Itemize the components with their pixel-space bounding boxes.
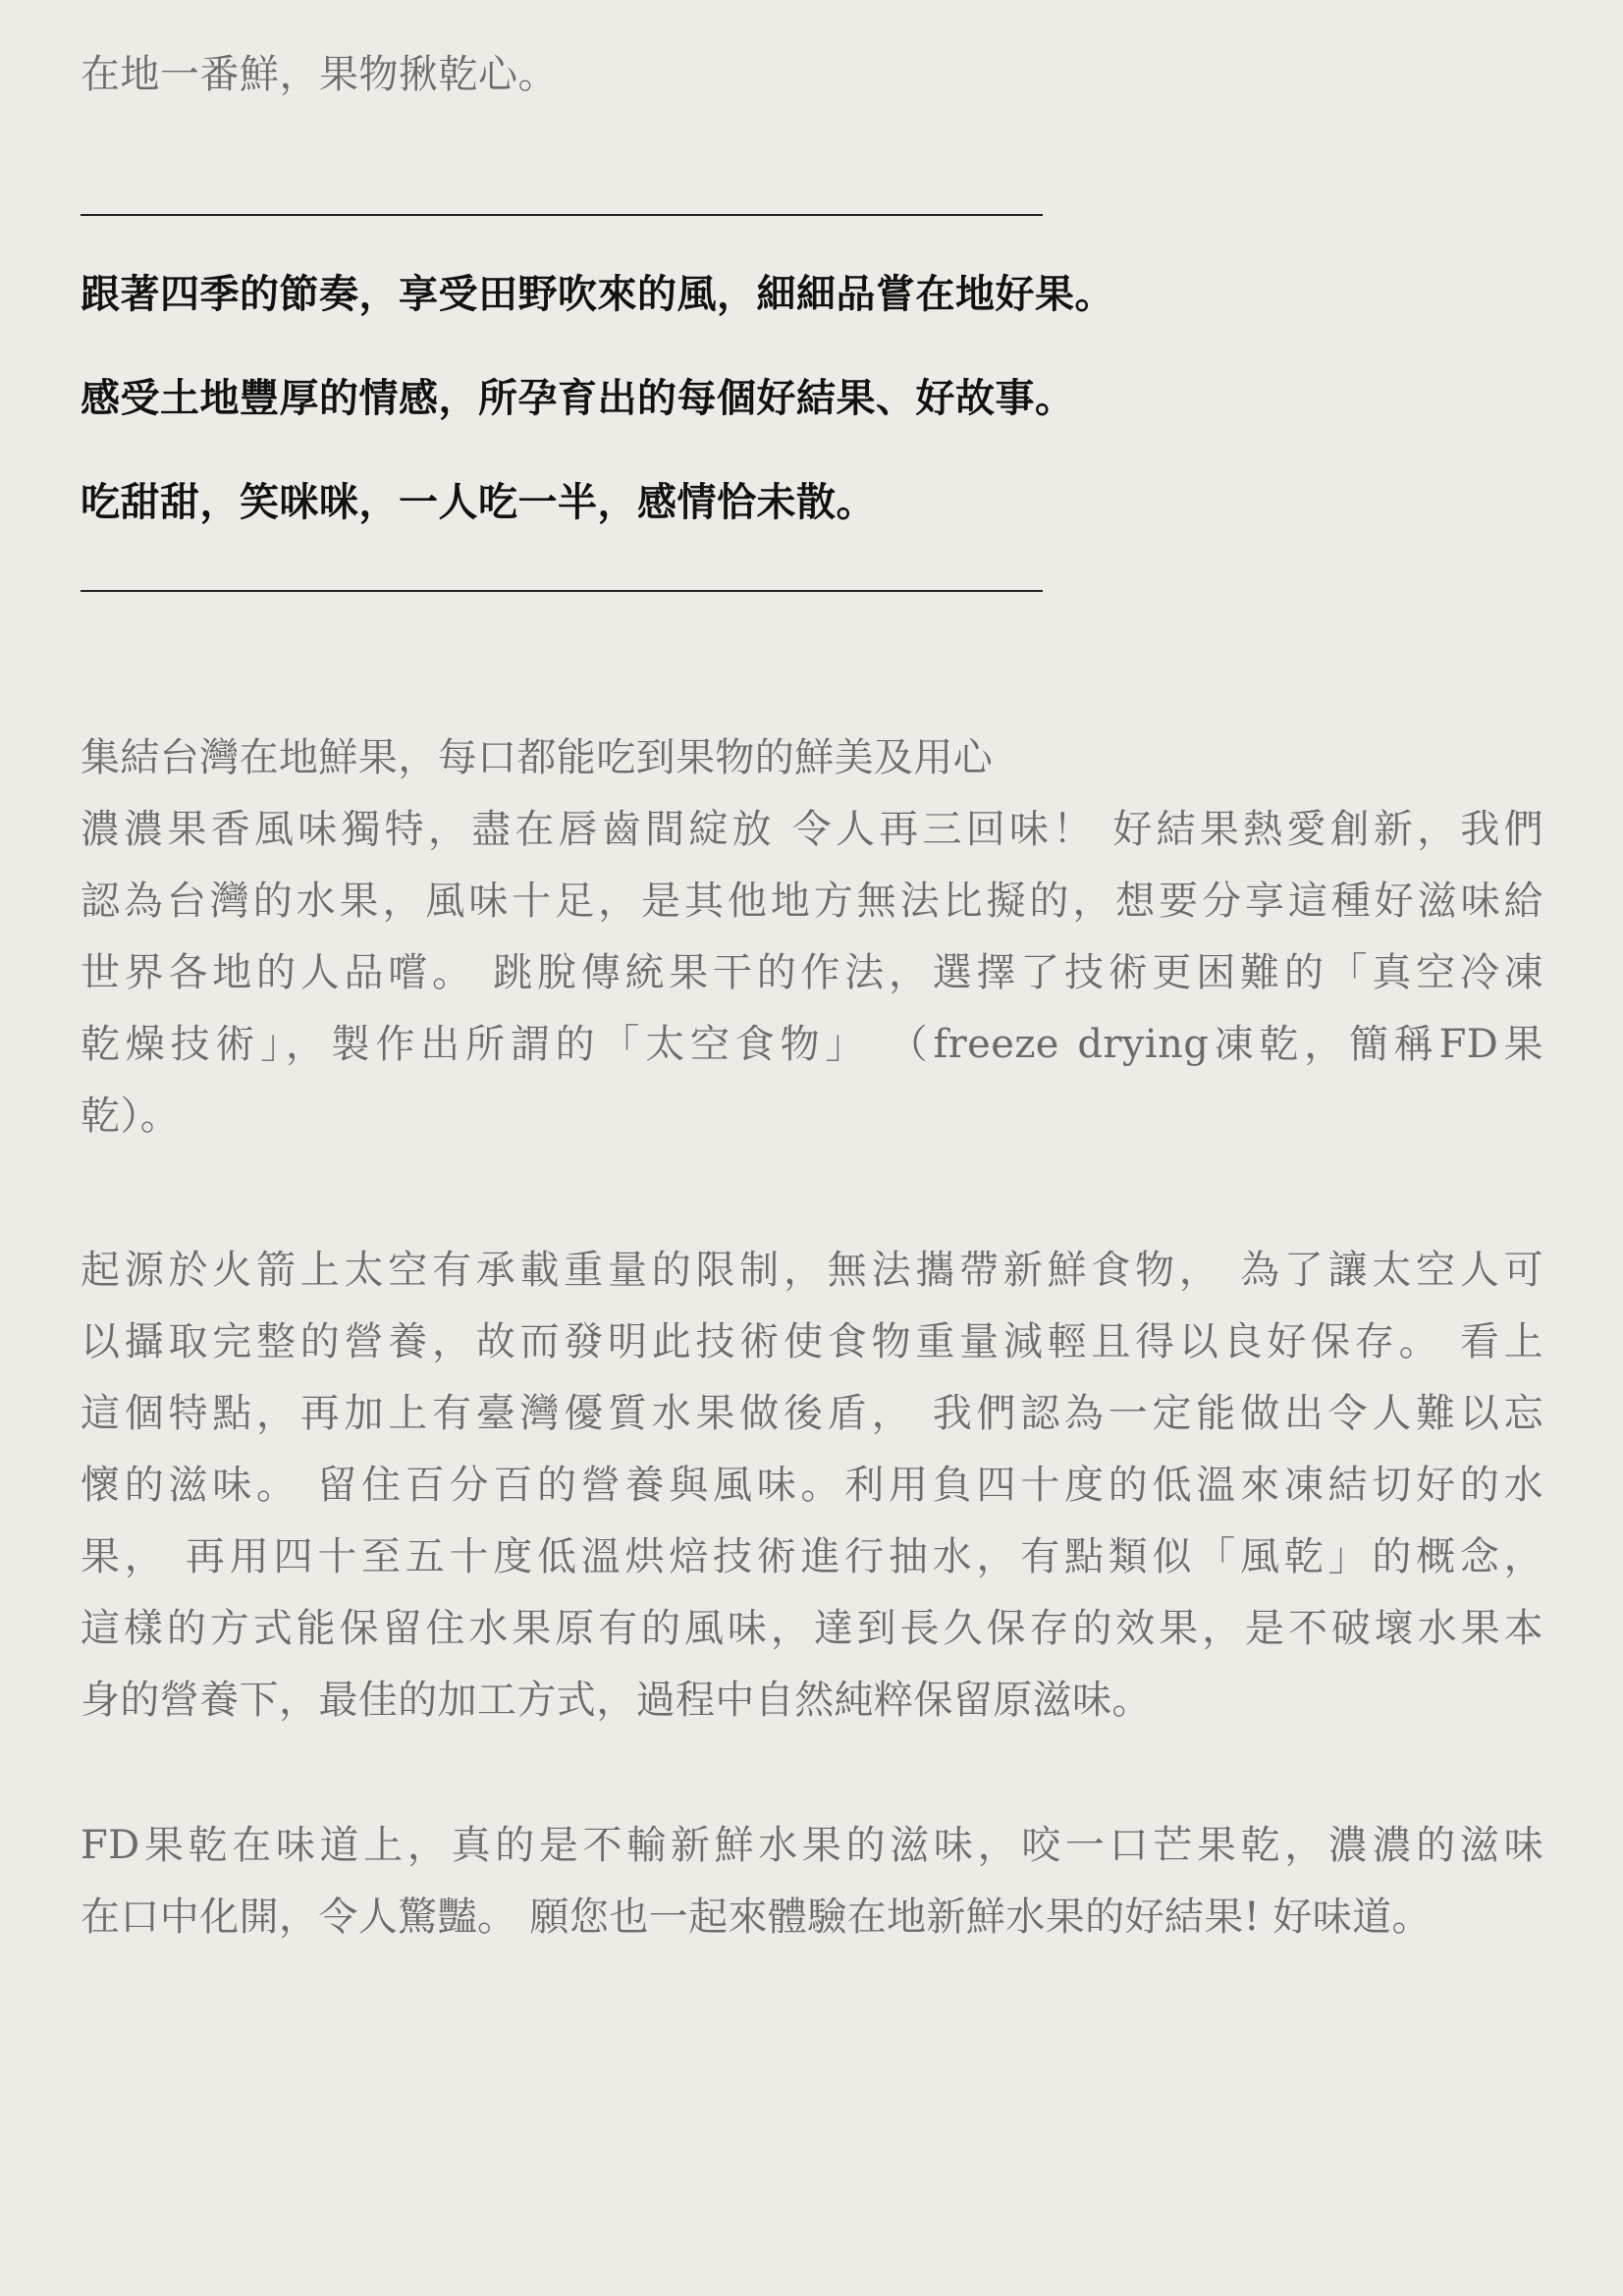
tagline-line-2: 感受土地豐厚的情感，所孕育出的每個好結果、好故事。 [81, 375, 1075, 421]
paragraph-1-line-6: 乾）。 [81, 1094, 181, 1139]
paragraph-2-line-7: 身的營養下，最佳的加工方式，過程中自然純粹保留原滋味。 [81, 1678, 1152, 1723]
paragraph-2-line-4: 懷的滋味。 留住百分百的營養與風味。利用負四十度的低溫來凍結切好的水 [81, 1463, 1543, 1508]
divider-top [81, 214, 1043, 216]
intro-line: 在地一番鮮，果物揪乾心。 [81, 52, 558, 97]
paragraph-3-line-1: FD果乾在味道上，真的是不輸新鮮水果的滋味，咬一口芒果乾，濃濃的滋味 [81, 1823, 1543, 1868]
paragraph-2-line-5: 果， 再用四十至五十度低溫烘焙技術進行抽水，有點類似「風乾」的概念， [81, 1534, 1543, 1579]
paragraph-1-line-1: 集結台灣在地鮮果，每口都能吃到果物的鮮美及用心 [81, 735, 994, 780]
paragraph-1-line-2: 濃濃果香風味獨特，盡在唇齒間綻放 令人再三回味！ 好結果熱愛創新，我們 [81, 807, 1543, 852]
paragraph-2-line-3: 這個特點，再加上有臺灣優質水果做後盾， 我們認為一定能做出令人難以忘 [81, 1391, 1543, 1436]
tagline-line-3: 吃甜甜，笑咪咪，一人吃一半，感情恰未散。 [81, 479, 876, 525]
divider-bottom [81, 590, 1043, 592]
paragraph-2-line-1: 起源於火箭上太空有承載重量的限制，無法攜帶新鮮食物， 為了讓太空人可 [81, 1248, 1543, 1293]
paragraph-2-line-6: 這樣的方式能保留住水果原有的風味，達到長久保存的效果，是不破壞水果本 [81, 1606, 1543, 1651]
paragraph-3-line-2: 在口中化開，令人驚豔。 願您也一起來體驗在地新鮮水果的好結果! 好味道。 [81, 1895, 1432, 1940]
tagline-line-1: 跟著四季的節奏，享受田野吹來的風，細細品嘗在地好果。 [81, 271, 1114, 317]
paragraph-1-line-3: 認為台灣的水果，風味十足，是其他地方無法比擬的，想要分享這種好滋味給 [81, 879, 1543, 924]
paragraph-1-line-5: 乾燥技術」，製作出所謂的「太空食物」 （freeze drying凍乾，簡稱FD果 [81, 1022, 1543, 1067]
paragraph-2-line-2: 以攝取完整的營養，故而發明此技術使食物重量減輕且得以良好保存。 看上 [81, 1319, 1543, 1364]
paragraph-1-line-4: 世界各地的人品嚐。 跳脫傳統果干的作法，選擇了技術更困難的「真空冷凍 [81, 950, 1543, 995]
